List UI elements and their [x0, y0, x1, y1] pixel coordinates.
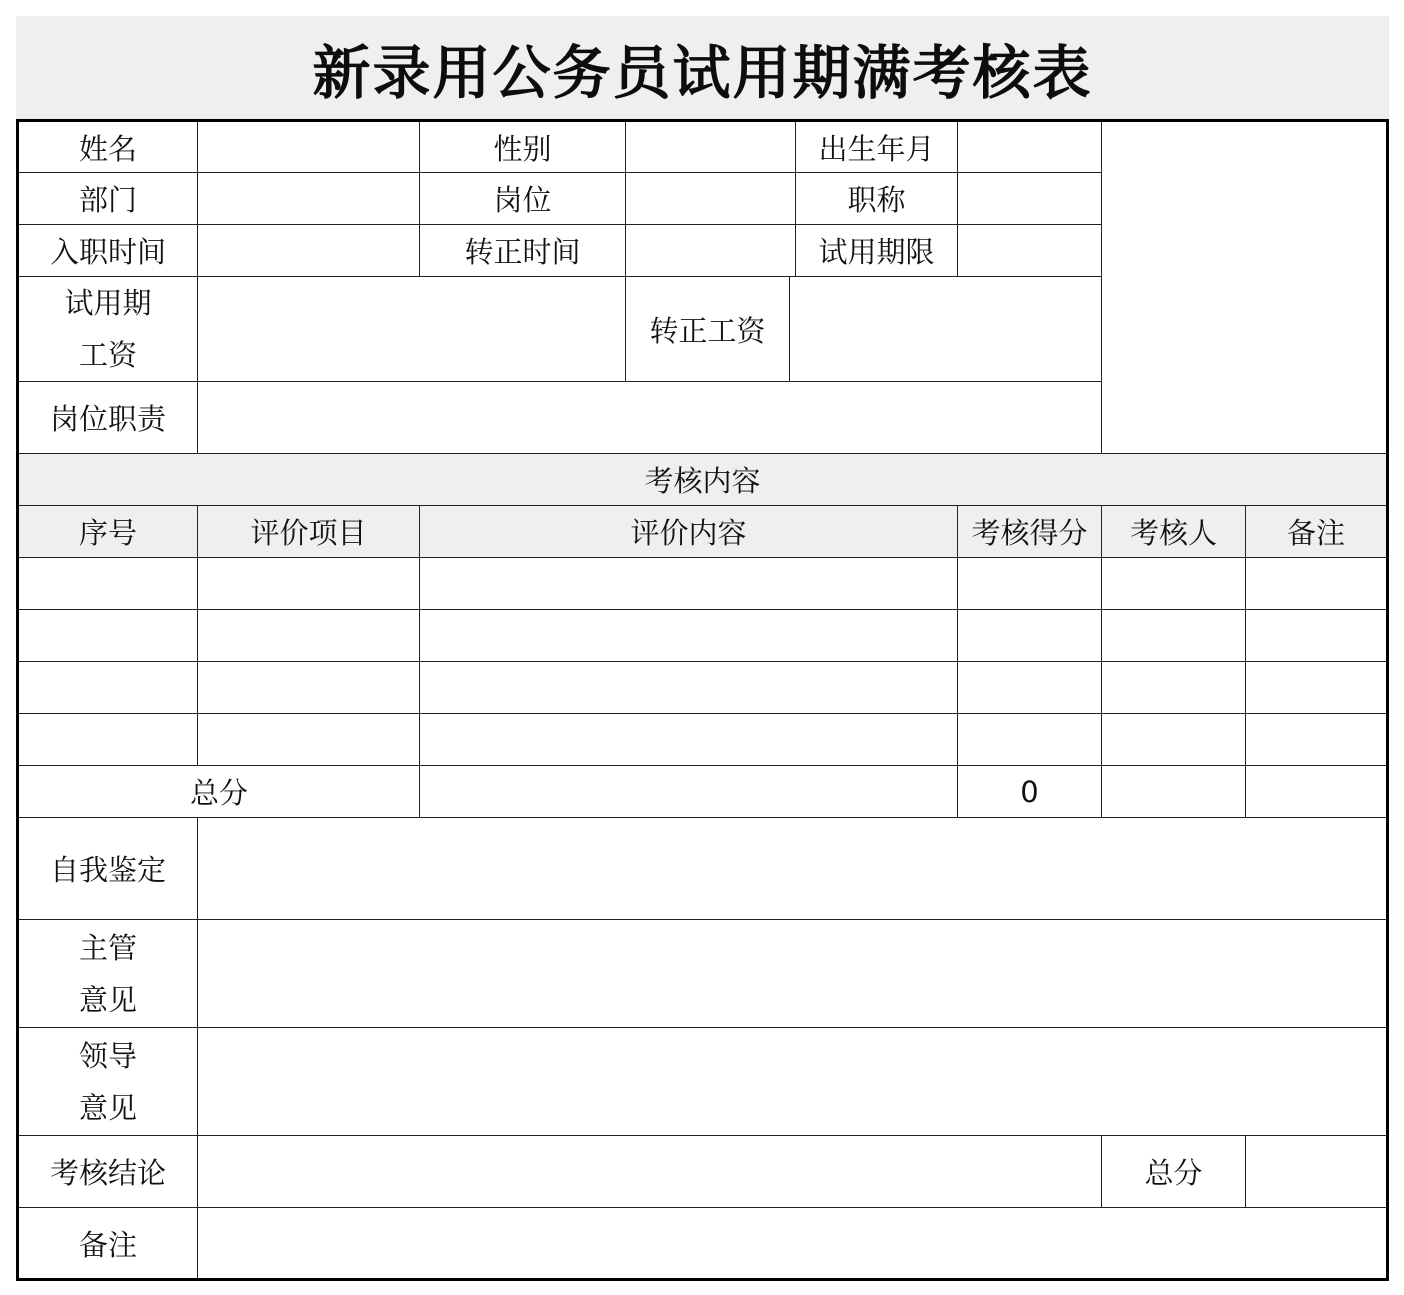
- post-field[interactable]: [626, 173, 796, 225]
- supervisor-opinion-field[interactable]: [198, 920, 1388, 1028]
- cell-seq[interactable]: [18, 610, 198, 662]
- cell-item[interactable]: [198, 662, 420, 714]
- conclusion-label: 考核结论: [18, 1136, 198, 1208]
- col-header-remark: 备注: [1246, 506, 1388, 558]
- leader-opinion-field[interactable]: [198, 1028, 1388, 1136]
- remarks-label: 备注: [18, 1208, 198, 1280]
- cell-remark[interactable]: [1246, 610, 1388, 662]
- hire-date-field[interactable]: [198, 225, 420, 277]
- cell-item[interactable]: [198, 714, 420, 766]
- cell-assessor[interactable]: [1102, 610, 1246, 662]
- gender-label: 性别: [420, 121, 626, 173]
- probation-salary-label: [18, 277, 198, 382]
- cell-content[interactable]: [420, 610, 958, 662]
- title-bar: [16, 16, 1389, 119]
- jobtitle-label: 职称: [796, 173, 958, 225]
- regular-salary-field[interactable]: [790, 277, 1102, 382]
- dept-label: 部门: [18, 173, 198, 225]
- col-header-score: 考核得分: [958, 506, 1102, 558]
- cell-remark[interactable]: [1246, 662, 1388, 714]
- table-row: [18, 662, 1388, 714]
- cell-assessor[interactable]: [1102, 662, 1246, 714]
- cell-content[interactable]: [420, 714, 958, 766]
- total-score-value: 0: [958, 766, 1102, 818]
- table-row: [18, 714, 1388, 766]
- photo-area[interactable]: [1102, 121, 1388, 454]
- cell-seq[interactable]: [18, 714, 198, 766]
- cell-seq[interactable]: [18, 558, 198, 610]
- cell-remark[interactable]: [1246, 558, 1388, 610]
- self-evaluation-label: 自我鉴定: [18, 818, 198, 920]
- post-label: 岗位: [420, 173, 626, 225]
- probation-salary-label-line2: 工资: [78, 338, 137, 372]
- assessment-form: [16, 119, 1389, 1281]
- birth-label: 出生年月: [796, 121, 958, 173]
- jobtitle-field[interactable]: [958, 173, 1102, 225]
- name-label: 姓名: [18, 121, 198, 173]
- gender-field[interactable]: [626, 121, 796, 173]
- regular-date-label: 转正时间: [420, 225, 626, 277]
- probation-salary-label-line1: 试用期: [64, 286, 152, 320]
- regular-date-field[interactable]: [626, 225, 796, 277]
- cell-score[interactable]: [958, 610, 1102, 662]
- supervisor-opinion-label-line2: 意见: [78, 982, 137, 1017]
- table-row: [18, 558, 1388, 610]
- supervisor-opinion-label-line1: 主管: [78, 930, 137, 965]
- col-header-seq: 序号: [18, 506, 198, 558]
- duties-field[interactable]: [198, 382, 1102, 454]
- cell-content[interactable]: [420, 558, 958, 610]
- regular-salary-label: 转正工资: [626, 277, 790, 382]
- cell-item[interactable]: [198, 558, 420, 610]
- cell-seq[interactable]: [18, 662, 198, 714]
- total-content-field[interactable]: [420, 766, 958, 818]
- probation-salary-field[interactable]: [198, 277, 626, 382]
- col-header-item: 评价项目: [198, 506, 420, 558]
- birth-field[interactable]: [958, 121, 1102, 173]
- remarks-field[interactable]: [198, 1208, 1388, 1280]
- col-header-content: 评价内容: [420, 506, 958, 558]
- probation-period-field[interactable]: [958, 225, 1102, 277]
- page-title: 新录用公务员试用期满考核表: [312, 38, 1093, 107]
- cell-assessor[interactable]: [1102, 714, 1246, 766]
- total-assessor-field[interactable]: [1102, 766, 1246, 818]
- cell-content[interactable]: [420, 662, 958, 714]
- conclusion-field[interactable]: [198, 1136, 1102, 1208]
- cell-item[interactable]: [198, 610, 420, 662]
- cell-remark[interactable]: [1246, 714, 1388, 766]
- col-header-assessor: 考核人: [1102, 506, 1246, 558]
- leader-opinion-label: [18, 1028, 198, 1136]
- conclusion-total-field[interactable]: [1246, 1136, 1388, 1208]
- table-row: [18, 610, 1388, 662]
- dept-field[interactable]: [198, 173, 420, 225]
- leader-opinion-label-line2: 意见: [78, 1090, 137, 1125]
- duties-label: 岗位职责: [18, 382, 198, 454]
- self-evaluation-field[interactable]: [198, 818, 1388, 920]
- conclusion-total-label: 总分: [1102, 1136, 1246, 1208]
- total-remark-field[interactable]: [1246, 766, 1388, 818]
- supervisor-opinion-label: [18, 920, 198, 1028]
- leader-opinion-label-line1: 领导: [78, 1038, 137, 1073]
- cell-score[interactable]: [958, 558, 1102, 610]
- cell-score[interactable]: [958, 662, 1102, 714]
- total-label: 总分: [18, 766, 420, 818]
- cell-score[interactable]: [958, 714, 1102, 766]
- cell-assessor[interactable]: [1102, 558, 1246, 610]
- name-field[interactable]: [198, 121, 420, 173]
- probation-period-label: 试用期限: [796, 225, 958, 277]
- assessment-section-title: 考核内容: [18, 454, 1388, 506]
- hire-date-label: 入职时间: [18, 225, 198, 277]
